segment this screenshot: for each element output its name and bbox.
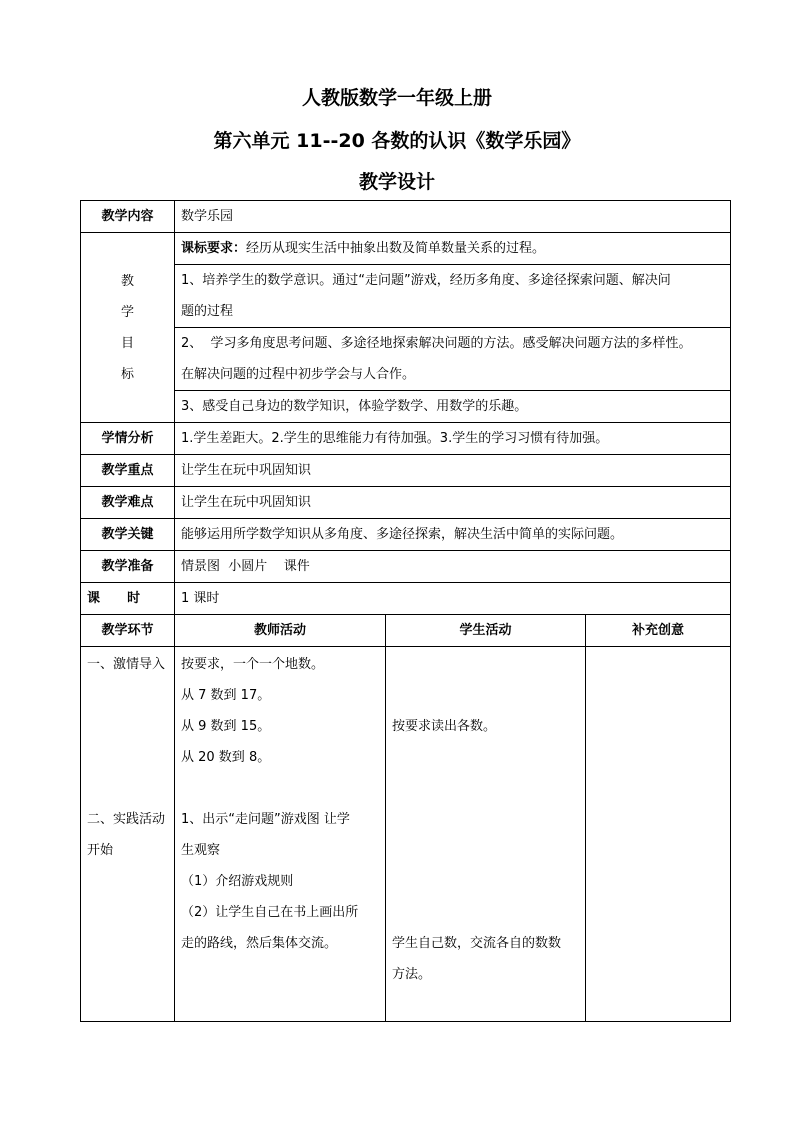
objectives-label-char: 目 — [120, 335, 134, 351]
student-line: 按要求读出各数。 — [392, 719, 497, 734]
teacher-line: （1）介绍游戏规则 — [181, 874, 294, 889]
objective-item-3: 3、感受自己身边的数学知识，体验学数学、用数学的乐趣。 — [175, 391, 731, 423]
spacer — [392, 742, 579, 773]
key-value: 能够运用所学数学知识从多角度、多途径探索，解决生活中简单的实际问题。 — [175, 519, 731, 551]
stage-cell — [81, 647, 175, 1022]
objectives-label — [81, 233, 175, 423]
col-header-supplement: 补充创意 — [586, 615, 731, 647]
objective-1-line2: 题的过程 — [181, 304, 234, 319]
doc-title-line1: 人教版数学一年级上册 — [301, 87, 492, 109]
stage2-name-line1: 二、实践活动 — [87, 812, 166, 827]
row-key — [81, 519, 731, 551]
row-key-point — [81, 455, 731, 487]
key-label: 教学关键 — [81, 519, 175, 551]
objective-1-line1: 1、培养学生的数学意识。通过“走问题”游戏，经历多角度、多途径探索问题、解决问 — [181, 273, 671, 288]
spacer — [392, 680, 579, 711]
row-content — [81, 201, 731, 233]
key-point-value: 让学生在玩中巩固知识 — [175, 455, 731, 487]
student-activity-cell — [386, 647, 586, 1022]
spacer — [87, 773, 168, 804]
objectives-standard — [175, 233, 731, 265]
supplement-cell — [586, 647, 731, 1022]
row-difficulty — [81, 487, 731, 519]
row-column-headers — [81, 615, 731, 647]
prep-value: 情景图 小圆片 课件 — [175, 551, 731, 583]
row-activities — [81, 647, 731, 1022]
row-objectives-standard — [81, 233, 731, 265]
difficulty-label: 教学难点 — [81, 487, 175, 519]
spacer — [181, 773, 379, 804]
teacher-line: （2）让学生自己在书上画出所 — [181, 905, 359, 920]
spacer — [392, 897, 579, 928]
col-header-teacher: 教师活动 — [175, 615, 386, 647]
standard-prefix: 课标要求： — [181, 241, 247, 256]
spacer — [392, 866, 579, 897]
student-line: 方法。 — [392, 967, 432, 982]
doc-title-line2: 第六单元 11--20 各数的认识《数学乐园》 — [213, 130, 581, 152]
teacher-line: 从 7 数到 17。 — [181, 688, 271, 703]
teacher-line: 从 20 数到 8。 — [181, 750, 271, 765]
row-hours — [81, 583, 731, 615]
spacer — [87, 742, 168, 773]
content-value: 数学乐园 — [175, 201, 731, 233]
spacer — [392, 649, 579, 680]
objectives-label-char: 学 — [120, 304, 134, 320]
teacher-line: 1、出示“走问题”游戏图 让学 — [181, 812, 350, 827]
spacer — [87, 711, 168, 742]
row-analysis — [81, 423, 731, 455]
standard-text: 经历从现实生活中抽象出数及简单数量关系的过程。 — [246, 241, 546, 256]
analysis-label: 学情分析 — [81, 423, 175, 455]
objective-item-1 — [175, 265, 731, 328]
objective-2-line1: 2、 学习多角度思考问题、多途径地探索解决问题的方法。感受解决问题方法的多样性。 — [181, 336, 692, 351]
objectives-label-char: 教 — [120, 273, 134, 289]
teacher-line: 走的路线，然后集体交流。 — [181, 936, 338, 951]
col-header-student: 学生活动 — [386, 615, 586, 647]
difficulty-value: 让学生在玩中巩固知识 — [175, 487, 731, 519]
hours-value: 1 课时 — [175, 583, 731, 615]
row-objective-2 — [81, 328, 731, 391]
teacher-line: 从 9 数到 15。 — [181, 719, 271, 734]
row-objective-1 — [81, 265, 731, 328]
key-point-label: 教学重点 — [81, 455, 175, 487]
analysis-value: 1.学生差距大。2.学生的思维能力有待加强。3.学生的学习习惯有待加强。 — [175, 423, 731, 455]
objective-2-line2: 在解决问题的过程中初步学会与人合作。 — [181, 367, 416, 382]
row-objective-3 — [81, 391, 731, 423]
teacher-line: 按要求，一个一个地数。 — [181, 657, 325, 672]
spacer — [87, 680, 168, 711]
spacer — [392, 835, 579, 866]
lesson-plan-table — [80, 200, 731, 1022]
spacer — [392, 773, 579, 804]
student-line: 学生自己数，交流各自的数数 — [392, 936, 562, 951]
objective-item-2 — [175, 328, 731, 391]
teacher-activity-cell — [175, 647, 386, 1022]
doc-title-line3: 教学设计 — [358, 171, 435, 193]
col-header-stage: 教学环节 — [81, 615, 175, 647]
spacer — [392, 804, 579, 835]
stage1-name: 一、激情导入 — [87, 657, 166, 672]
teacher-line: 生观察 — [181, 843, 221, 858]
hours-label: 课 时 — [81, 583, 175, 615]
prep-label: 教学准备 — [81, 551, 175, 583]
row-prep — [81, 551, 731, 583]
stage2-name-line2: 开始 — [87, 843, 114, 858]
objectives-label-char: 标 — [120, 366, 134, 382]
content-label: 教学内容 — [81, 201, 175, 233]
